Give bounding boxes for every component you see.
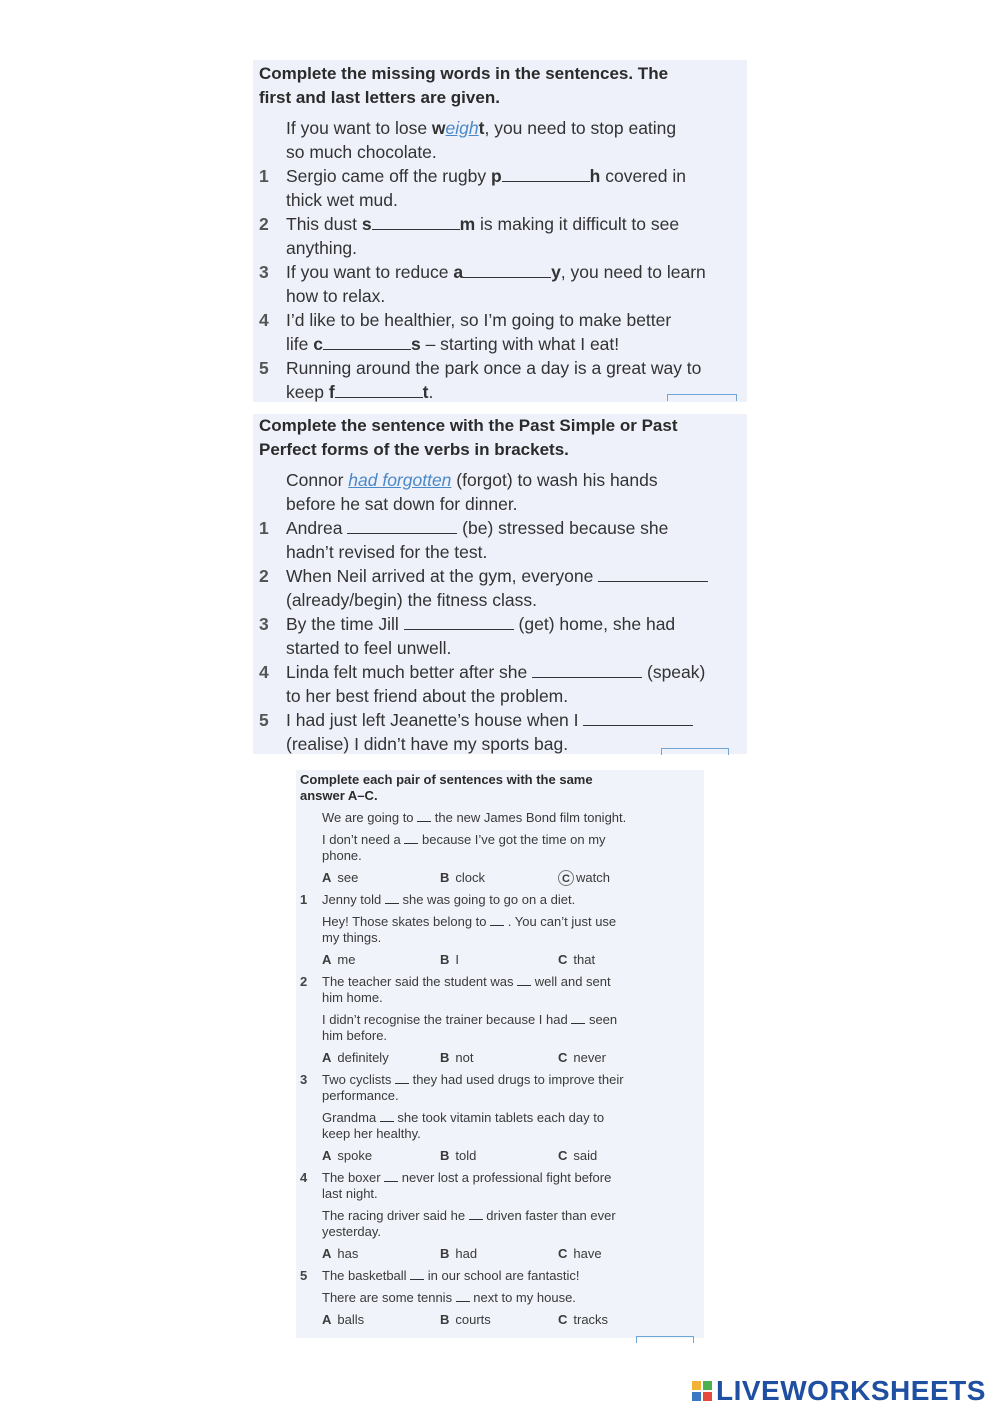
option-letter: A [322, 1050, 332, 1065]
gap-line[interactable] [490, 914, 504, 926]
item-number: 3 [300, 1072, 308, 1087]
answer-blank[interactable] [323, 333, 411, 350]
answer-blank[interactable] [463, 261, 551, 278]
option-letter: C [558, 1050, 568, 1065]
option-letter: A [322, 952, 332, 967]
option-b[interactable] [440, 1148, 476, 1164]
gap-line[interactable] [385, 892, 399, 904]
answer-blank[interactable] [404, 613, 514, 630]
sentence-text: keep [286, 382, 329, 402]
answer-box-edge [661, 748, 729, 755]
option-text: have [573, 1246, 602, 1261]
sentence-text: to her best friend about the problem. [286, 686, 569, 706]
gap-line[interactable] [571, 1012, 585, 1024]
sentence-text: By the time Jill [286, 614, 404, 634]
option-text: I [455, 952, 460, 967]
option-a[interactable] [322, 1246, 358, 1262]
exercise-item [259, 260, 741, 308]
sentence-text: in our school are fantastic! [424, 1268, 580, 1283]
gap-line[interactable] [395, 1072, 409, 1084]
pair-sentence-1 [300, 974, 700, 1006]
sentence-text: This dust [286, 214, 362, 234]
option-text: never [573, 1050, 606, 1065]
sentence-text: before he sat down for dinner. [286, 494, 518, 514]
pair-sentence-2 [300, 1208, 700, 1240]
sentence-text: yesterday. [322, 1224, 382, 1239]
option-letter: C [558, 1246, 568, 1261]
option-letter: B [440, 1050, 450, 1065]
sentence-text: phone. [322, 848, 362, 863]
option-text: watch [576, 870, 610, 885]
exercise-3-heading [300, 770, 700, 804]
exercise-item [259, 212, 741, 260]
exercise-item [259, 612, 741, 660]
sentence-text: Running around the park once a day is a great way to [286, 358, 702, 378]
answer-blank[interactable] [335, 381, 423, 398]
pair-sentence-2 [300, 914, 700, 946]
option-a[interactable] [322, 1050, 389, 1066]
sentence-text: life [286, 334, 314, 354]
sentence-text: Hey! Those skates belong to [322, 914, 491, 929]
item-number: 5 [259, 358, 269, 378]
option-text: spoke [337, 1148, 373, 1163]
sentence-text: If you want to lose [286, 118, 432, 138]
option-text: has [337, 1246, 359, 1261]
sentence-text: If you want to reduce [286, 262, 454, 282]
option-b[interactable] [440, 952, 459, 968]
option-letter: B [440, 870, 450, 885]
sentence-text: There are some tennis [322, 1290, 456, 1305]
sentence-text: thick wet mud. [286, 190, 398, 210]
pair-sentence-1 [300, 1072, 700, 1104]
sentence-text: because I’ve got the time on my [418, 832, 606, 847]
gap-line [417, 810, 431, 822]
option-letter: B [440, 952, 450, 967]
last-letter: h [589, 166, 601, 186]
pair-sentence-1 [300, 1268, 700, 1284]
logo-square [692, 1381, 701, 1390]
exercise-1-heading [259, 60, 741, 110]
option-text: see [337, 870, 359, 885]
sentence-text: they had used drugs to improve their [408, 1072, 624, 1087]
item-number: 1 [300, 892, 308, 907]
exercise-1-panel [253, 60, 747, 402]
last-letter: y [551, 262, 561, 282]
sentence-text: him before. [322, 1028, 388, 1043]
exercise-item [259, 516, 741, 564]
heading-line: first and last letters are given. [259, 88, 500, 107]
sentence-text: the new James Bond film tonight. [431, 810, 627, 825]
logo-square [692, 1392, 701, 1401]
sentence-text: well and sent [531, 974, 611, 989]
option-c[interactable] [558, 1246, 602, 1262]
sentence-text: hadn’t revised for the test. [286, 542, 488, 562]
sentence-text: seen [585, 1012, 618, 1027]
answer-options [300, 952, 700, 968]
item-number: 4 [259, 310, 269, 330]
first-letter: c [313, 334, 323, 354]
heading-line: Complete the missing words in the sentences. The [259, 64, 669, 83]
exercise-item [259, 660, 741, 708]
answer-blank[interactable] [372, 213, 460, 230]
sentence-text: (be) stressed because she [457, 518, 669, 538]
sentence-text: I don’t need a [322, 832, 405, 847]
gap-line[interactable] [469, 1208, 483, 1220]
item-number: 4 [259, 662, 269, 682]
option-text: had [455, 1246, 478, 1261]
option-a[interactable] [322, 1148, 372, 1164]
sentence-text: Jenny told [322, 892, 385, 907]
option-letter: B [440, 1246, 450, 1261]
option-letter: B [440, 1312, 450, 1327]
sentence-text: The basketball [322, 1268, 411, 1283]
option-b[interactable] [440, 1050, 473, 1066]
answer-blank[interactable] [598, 565, 708, 582]
sentence-text: (speak) [642, 662, 706, 682]
heading-line: answer A–C. [300, 788, 378, 803]
option-letter: B [440, 1148, 450, 1163]
item-number: 2 [259, 566, 269, 586]
option-text: tracks [573, 1312, 609, 1327]
answer-options [300, 1312, 700, 1328]
exercise-3-panel [296, 770, 704, 1338]
option-letter: A [322, 1312, 332, 1327]
gap-line[interactable] [384, 1170, 398, 1182]
sentence-text: how to relax. [286, 286, 386, 306]
sentence-text: she took vitamin tablets each day to [393, 1110, 605, 1125]
sentence-text: The racing driver said he [322, 1208, 469, 1223]
option-letter: A [322, 1148, 332, 1163]
sentence-text: driven faster than ever [482, 1208, 616, 1223]
first-letter: s [361, 214, 372, 234]
example-answer: had forgotten [348, 470, 452, 490]
option-letter: A [322, 1246, 332, 1261]
option-c[interactable] [558, 1050, 606, 1066]
first-letter: w [431, 118, 446, 138]
item-number: 3 [259, 614, 269, 634]
sentence-text: Grandma [322, 1110, 380, 1125]
pair-sentence-2 [300, 1012, 700, 1044]
option-text: said [573, 1148, 598, 1163]
pair-sentence-1 [300, 892, 700, 908]
pair-sentence-2 [300, 1290, 700, 1306]
sentence-text: never lost a professional fight before [398, 1170, 612, 1185]
sentence-text: my things. [322, 930, 382, 945]
sentence-text: . [428, 382, 434, 402]
answer-blank[interactable] [347, 517, 457, 534]
option-text: told [455, 1148, 477, 1163]
pair-sentence-1 [300, 1170, 700, 1202]
exercise-item [259, 308, 741, 356]
example-answer: eigh [445, 118, 479, 138]
option-letter: A [322, 870, 332, 885]
heading-line: Complete the sentence with the Past Simple or Past [259, 416, 678, 435]
sentence-text: last night. [322, 1186, 378, 1201]
answer-blank[interactable] [532, 661, 642, 678]
gap-line[interactable] [410, 1268, 424, 1280]
option-text: definitely [337, 1050, 389, 1065]
first-letter: p [490, 166, 502, 186]
sentence-text: We are going to [322, 810, 418, 825]
option-c[interactable] [558, 1312, 608, 1328]
logo-square [703, 1392, 712, 1401]
gap-line[interactable] [517, 974, 531, 986]
example-sentence [259, 116, 741, 164]
sentence-text: keep her healthy. [322, 1126, 421, 1141]
sentence-text: Linda felt much better after she [286, 662, 533, 682]
exercise-item [259, 564, 741, 612]
logo-text: LIVEWORKSHEETS [716, 1375, 986, 1406]
exercise-2-heading [259, 414, 741, 462]
last-letter: t [422, 382, 429, 402]
item-number: 1 [259, 166, 269, 186]
example-options [300, 870, 700, 886]
answer-box-edge [636, 1336, 694, 1343]
sentence-text: . You can’t just use [504, 914, 617, 929]
option-c[interactable] [558, 1148, 597, 1164]
option-a[interactable] [322, 952, 355, 968]
option-letter: C [558, 1148, 568, 1163]
answer-blank[interactable] [502, 165, 590, 182]
example-sentence [259, 468, 741, 516]
first-letter: a [453, 262, 464, 282]
answer-options [300, 1050, 700, 1066]
option-c[interactable] [558, 952, 595, 968]
item-number: 1 [259, 518, 269, 538]
circled-letter: C [558, 870, 574, 886]
sentence-text: I didn’t recognise the trainer because I had [322, 1012, 572, 1027]
item-number: 2 [259, 214, 269, 234]
sentence-text: next to my house. [469, 1290, 576, 1305]
option-c-selected [558, 870, 610, 886]
sentence-text: – starting with what I eat! [420, 334, 620, 354]
answer-options [300, 1148, 700, 1164]
last-letter: t [478, 118, 485, 138]
option-a [322, 870, 358, 886]
option-b [440, 870, 485, 886]
sentence-text: (forgot) to wash his hands [451, 470, 658, 490]
answer-options [300, 1246, 700, 1262]
option-a[interactable] [322, 1312, 364, 1328]
sentence-text: (already/begin) the fitness class. [286, 590, 537, 610]
sentence-text: Two cyclists [322, 1072, 395, 1087]
sentence-text: covered in [600, 166, 686, 186]
option-text: courts [455, 1312, 491, 1327]
sentence-text: anything. [286, 238, 358, 258]
exercise-2-panel [253, 414, 747, 754]
sentence-text: , you need to stop eating [484, 118, 677, 138]
example-sentence-1 [300, 810, 700, 826]
sentence-text: , you need to learn [560, 262, 706, 282]
sentence-text: The boxer [322, 1170, 385, 1185]
sentence-text: Sergio came off the rugby [286, 166, 491, 186]
sentence-text: Connor [286, 470, 349, 490]
sentence-text: she was going to go on a diet. [398, 892, 576, 907]
item-number: 5 [300, 1268, 308, 1283]
item-number: 3 [259, 262, 269, 282]
sentence-text: him home. [322, 990, 383, 1005]
option-text: me [337, 952, 356, 967]
sentence-text: so much chocolate. [286, 142, 437, 162]
logo-mark-icon [692, 1381, 712, 1401]
option-text: that [573, 952, 596, 967]
heading-line: Perfect forms of the verbs in brackets. [259, 440, 569, 459]
sentence-text: performance. [322, 1088, 399, 1103]
sentence-text: started to feel unwell. [286, 638, 452, 658]
item-number: 2 [300, 974, 308, 989]
option-b[interactable] [440, 1246, 477, 1262]
gap-line [404, 832, 418, 844]
logo-square [703, 1381, 712, 1390]
answer-blank[interactable] [583, 709, 693, 726]
option-text: not [455, 1050, 474, 1065]
last-letter: m [459, 214, 476, 234]
option-letter: C [558, 952, 568, 967]
answer-box-edge [667, 394, 737, 401]
liveworksheets-logo [692, 1376, 986, 1406]
option-text: clock [455, 870, 486, 885]
first-letter: f [328, 382, 335, 402]
sentence-text: When Neil arrived at the gym, everyone [286, 566, 599, 586]
heading-line: Complete each pair of sentences with the same [300, 772, 593, 787]
gap-line[interactable] [380, 1110, 394, 1122]
option-letter: C [558, 1312, 568, 1327]
example-sentence-2 [300, 832, 700, 864]
sentence-text: The teacher said the student was [322, 974, 518, 989]
sentence-text: I had just left Jeanette’s house when I [286, 710, 584, 730]
sentence-text: (realise) I didn’t have my sports bag. [286, 734, 569, 754]
gap-line[interactable] [456, 1290, 470, 1302]
sentence-text: (get) home, she had [513, 614, 676, 634]
exercise-item [259, 164, 741, 212]
sentence-text: is making it difficult to see [475, 214, 680, 234]
last-letter: s [410, 334, 421, 354]
item-number: 4 [300, 1170, 308, 1185]
option-b[interactable] [440, 1312, 491, 1328]
item-number: 5 [259, 710, 269, 730]
sentence-text: I’d like to be healthier, so I’m going to make better [286, 310, 672, 330]
sentence-text: Andrea [286, 518, 348, 538]
pair-sentence-2 [300, 1110, 700, 1142]
option-text: balls [337, 1312, 365, 1327]
